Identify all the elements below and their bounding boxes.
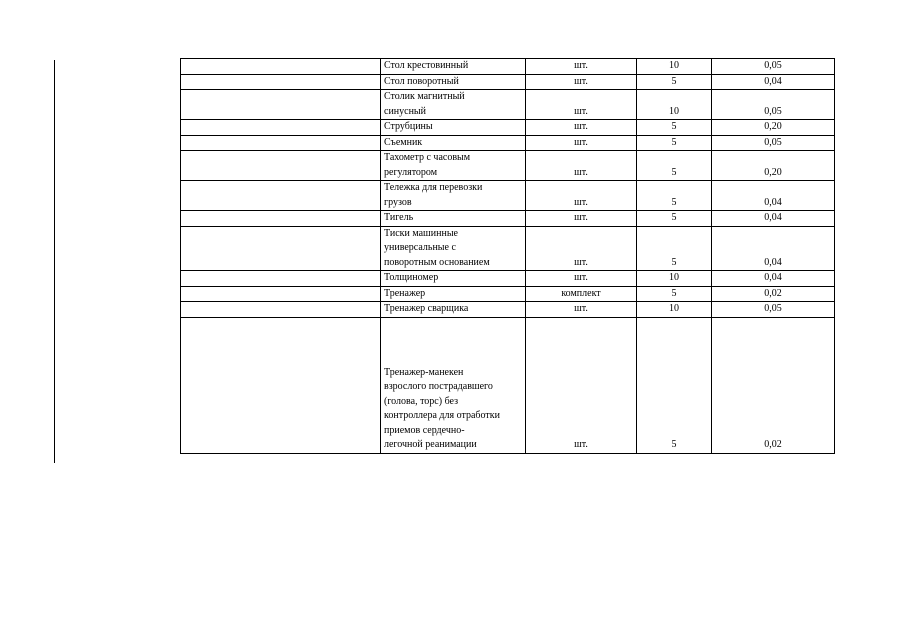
unit-cell: шт.: [526, 181, 637, 211]
empty-cell: [181, 226, 381, 271]
item-name: Тахометр с часовым регулятором: [384, 152, 471, 178]
empty-cell: [181, 135, 381, 151]
item-name: Стол крестовинный: [384, 60, 469, 71]
table-row: [181, 302, 835, 318]
table-row: [181, 226, 835, 271]
item-name: Стол поворотный: [384, 75, 459, 87]
equipment-table-body: [181, 59, 835, 454]
item-name-cell: [381, 211, 526, 227]
coefficient-cell: 0,20: [712, 151, 835, 181]
coefficient-cell: 0,04: [712, 74, 835, 90]
table-row: [181, 317, 835, 453]
unit-cell: шт.: [526, 271, 637, 287]
item-name: Толщиномер: [384, 272, 439, 283]
coefficient-cell: 0,04: [712, 181, 835, 211]
quantity-cell: 5: [637, 181, 712, 211]
item-name-cell: [381, 59, 526, 75]
empty-cell: [181, 271, 381, 287]
table-row: [181, 271, 835, 287]
page-margin-line: [54, 60, 55, 463]
empty-cell: [181, 286, 381, 302]
unit-cell: шт.: [526, 74, 637, 90]
table-row: [181, 151, 835, 181]
quantity-cell: 5: [637, 211, 712, 227]
empty-cell: [181, 90, 381, 120]
empty-cell: [181, 317, 381, 453]
quantity-cell: 5: [637, 120, 712, 136]
coefficient-cell: 0,05: [712, 90, 835, 120]
unit-cell: шт.: [526, 211, 637, 227]
item-name: Столик магнитный синусный: [384, 91, 465, 117]
quantity-cell: 5: [637, 226, 712, 271]
empty-cell: [181, 120, 381, 136]
unit-cell: шт.: [526, 317, 637, 453]
item-name-cell: [381, 74, 526, 90]
coefficient-cell: 0,04: [712, 271, 835, 287]
item-name-cell: [381, 302, 526, 318]
item-name: Тренажер-манекен взрослого пострадавшего (голова, торс) без контроллера для отработки приемов сердечно- легочной реанимации: [384, 366, 500, 450]
item-name-cell: [381, 226, 526, 271]
coefficient-cell: 0,05: [712, 59, 835, 75]
quantity-cell: 5: [637, 135, 712, 151]
item-name-cell: [381, 135, 526, 151]
unit-cell: шт.: [526, 90, 637, 120]
unit-cell: шт.: [526, 151, 637, 181]
quantity-cell: 10: [637, 59, 712, 75]
quantity-cell: 10: [637, 90, 712, 120]
unit-cell: шт.: [526, 120, 637, 136]
coefficient-cell: 0,05: [712, 302, 835, 318]
quantity-cell: 5: [637, 286, 712, 302]
table-row: [181, 181, 835, 211]
item-name-cell: [381, 286, 526, 302]
item-name: Тигель: [384, 212, 414, 223]
item-name: Тиски машинные универсальные с поворотным основанием: [384, 227, 490, 268]
table-row: [181, 211, 835, 227]
quantity-cell: 5: [637, 317, 712, 453]
item-name: Тренажер: [384, 287, 426, 299]
coefficient-cell: 0,05: [712, 135, 835, 151]
quantity-cell: 5: [637, 151, 712, 181]
quantity-cell: 10: [637, 302, 712, 318]
table-row: [181, 74, 835, 90]
table-row: [181, 59, 835, 75]
empty-cell: [181, 211, 381, 227]
item-name-cell: [381, 151, 526, 181]
quantity-cell: 5: [637, 74, 712, 90]
unit-cell: шт.: [526, 302, 637, 318]
equipment-table: [180, 58, 835, 454]
coefficient-cell: 0,04: [712, 226, 835, 271]
unit-cell: шт.: [526, 135, 637, 151]
item-name-cell: [381, 90, 526, 120]
item-name-cell: [381, 181, 526, 211]
coefficient-cell: 0,04: [712, 211, 835, 227]
item-name: Тележка для перевозки грузов: [384, 182, 483, 208]
unit-cell: шт.: [526, 59, 637, 75]
coefficient-cell: 0,02: [712, 286, 835, 302]
empty-cell: [181, 181, 381, 211]
table-row: [181, 120, 835, 136]
table-row: [181, 90, 835, 120]
quantity-cell: 10: [637, 271, 712, 287]
empty-cell: [181, 74, 381, 90]
item-name-cell: [381, 317, 526, 453]
empty-cell: [181, 302, 381, 318]
item-name: Струбцины: [384, 121, 433, 132]
empty-cell: [181, 59, 381, 75]
empty-cell: [181, 151, 381, 181]
table-row: [181, 135, 835, 151]
item-name-cell: [381, 120, 526, 136]
coefficient-cell: 0,02: [712, 317, 835, 453]
item-name: Тренажер сварщика: [384, 303, 469, 314]
coefficient-cell: 0,20: [712, 120, 835, 136]
unit-cell: шт.: [526, 226, 637, 271]
item-name-cell: [381, 271, 526, 287]
table-row: [181, 286, 835, 302]
unit-cell: комплект: [526, 286, 637, 302]
item-name: Съемник: [384, 136, 423, 148]
